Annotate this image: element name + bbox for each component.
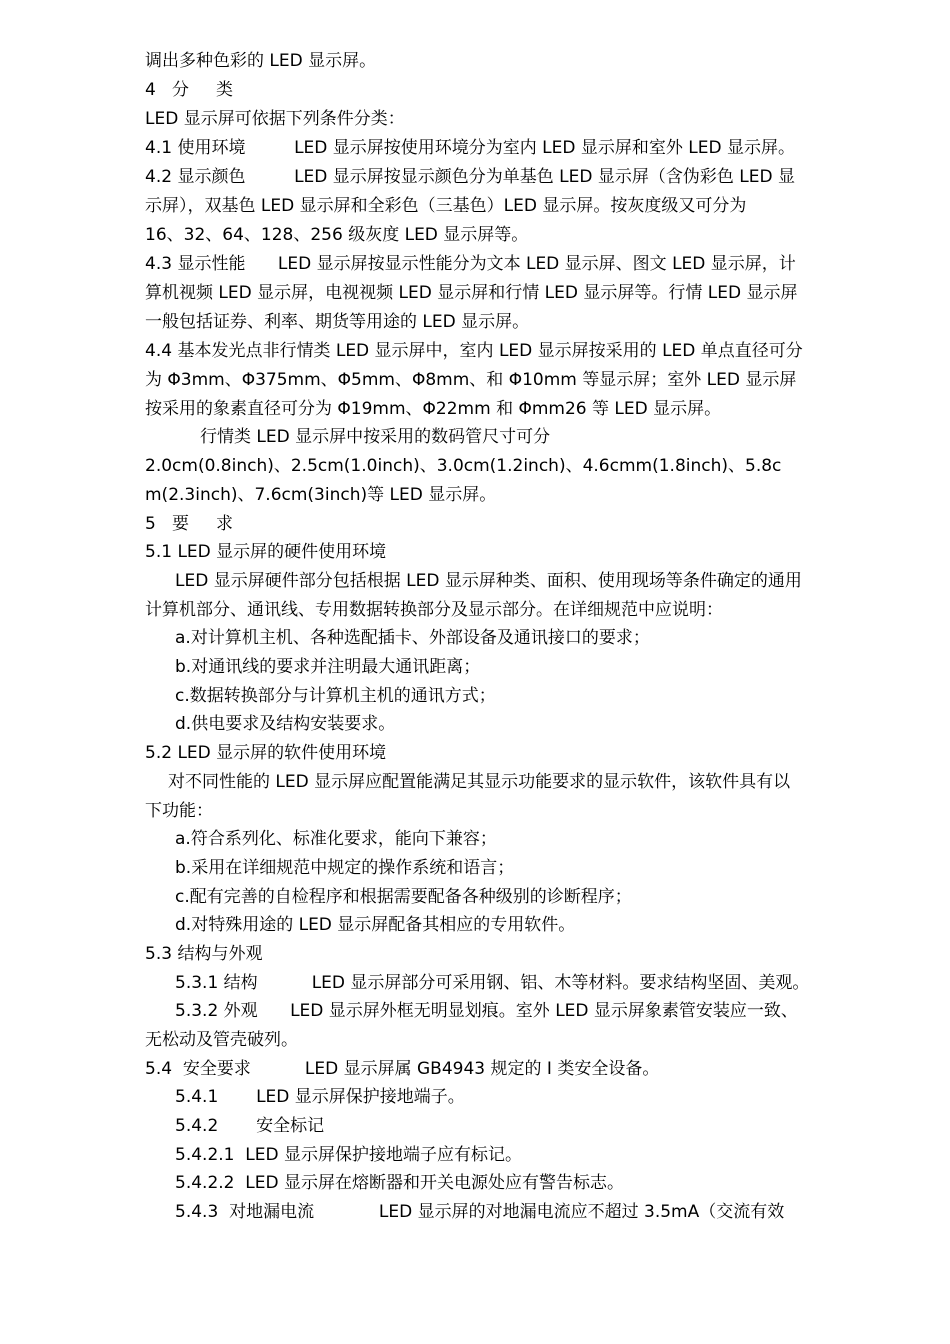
list-item: d.对特殊用途的 LED 显示屏配备其相应的专用软件。 <box>175 915 576 935</box>
text-line: 算机视频 LED 显示屏，电视视频 LED 显示屏和行情 LED 显示屏等。行情 LED 显示屏 <box>145 283 798 303</box>
text-line: 5.3.1 结构 LED 显示屏部分可采用钢、铝、木等材料。要求结构坚固、美观。 <box>175 973 810 993</box>
text-line: 调出多种色彩的 LED 显示屏。 <box>145 51 377 71</box>
text-line: 2.0cm(0.8inch)、2.5cm(1.0inch)、3.0cm(1.2inch)、4.6cmm(1.8inch)、5.8c <box>145 456 782 476</box>
text-line: 行情类 LED 显示屏中按采用的数码管尺寸可分 <box>200 427 551 447</box>
text-line: 无松动及管壳破列。 <box>145 1030 298 1050</box>
text-line: 4.1 使用环境 LED 显示屏按使用环境分为室内 LED 显示屏和室外 LED 显示屏。 <box>145 138 795 158</box>
text-line: 一般包括证券、利率、期货等用途的 LED 显示屏。 <box>145 312 530 332</box>
list-item: a.对计算机主机、各种选配插卡、外部设备及通讯接口的要求； <box>175 628 650 648</box>
list-item: a.符合系列化、标准化要求，能向下兼容； <box>175 829 497 849</box>
list-item: b.采用在详细规范中规定的操作系统和语言； <box>175 858 515 878</box>
list-item: c.数据转换部分与计算机主机的通讯方式； <box>175 686 496 706</box>
list-item: d.供电要求及结构安装要求。 <box>175 714 396 734</box>
text-line: 16、32、64、128、256 级灰度 LED 显示屏等。 <box>145 225 529 245</box>
list-item: b.对通讯线的要求并注明最大通讯距离； <box>175 657 481 677</box>
section-heading: 5 要 求 <box>145 514 234 534</box>
subsection-heading: 5.3 结构与外观 <box>145 944 263 964</box>
text-line: 按采用的象素直径可分为 Φ19mm、Φ22mm 和 Φmm26 等 LED 显示屏。 <box>145 399 722 419</box>
subsection-heading: 5.1 LED 显示屏的硬件使用环境 <box>145 542 387 562</box>
subsection-heading: 5.4 安全要求 LED 显示屏属 GB4943 规定的 I 类安全设备。 <box>145 1059 660 1079</box>
text-line: 4.4 基本发光点非行情类 LED 显示屏中，室内 LED 显示屏按采用的 LED 单点直径可分 <box>145 341 803 361</box>
text-line: m(2.3inch)、7.6cm(3inch)等 LED 显示屏。 <box>145 485 497 505</box>
text-line: 5.4.1 LED 显示屏保护接地端子。 <box>175 1087 465 1107</box>
list-item: c.配有完善的自检程序和根据需要配备各种级别的诊断程序； <box>175 887 632 907</box>
text-line: 5.4.2.2 LED 显示屏在熔断器和开关电源处应有警告标志。 <box>175 1173 624 1193</box>
text-line: 对不同性能的 LED 显示屏应配置能满足其显示功能要求的显示软件，该软件具有以 <box>168 772 791 792</box>
section-heading: 4 分 类 <box>145 80 234 100</box>
text-line: 5.4.2 安全标记 <box>175 1116 325 1136</box>
text-line: 为 Φ3mm、Φ375mm、Φ5mm、Φ8mm、和 Φ10mm 等显示屏；室外 LED 显示屏 <box>145 370 797 390</box>
text-line: 下功能： <box>145 801 213 821</box>
text-line: 计算机部分、通讯线、专用数据转换部分及显示部分。在详细规范中应说明： <box>145 600 723 620</box>
text-line: 5.4.3 对地漏电流 LED 显示屏的对地漏电流应不超过 3.5mA（交流有效 <box>175 1202 785 1222</box>
text-line: 示屏），双基色 LED 显示屏和全彩色（三基色）LED 显示屏。按灰度级又可分为 <box>145 196 747 216</box>
text-line: 4.3 显示性能 LED 显示屏按显示性能分为文本 LED 显示屏、图文 LED 显示屏，计 <box>145 254 796 274</box>
text-line: 5.4.2.1 LED 显示屏保护接地端子应有标记。 <box>175 1145 522 1165</box>
text-line: 4.2 显示颜色 LED 显示屏按显示颜色分为单基色 LED 显示屏（含伪彩色 LED 显 <box>145 167 795 187</box>
text-line: LED 显示屏硬件部分包括根据 LED 显示屏种类、面积、使用现场等条件确定的通用 <box>175 571 802 591</box>
text-line: LED 显示屏可依据下列条件分类： <box>145 109 405 129</box>
text-line: 5.3.2 外观 LED 显示屏外框无明显划痕。室外 LED 显示屏象素管安装应一致、 <box>175 1001 798 1021</box>
subsection-heading: 5.2 LED 显示屏的软件使用环境 <box>145 743 387 763</box>
